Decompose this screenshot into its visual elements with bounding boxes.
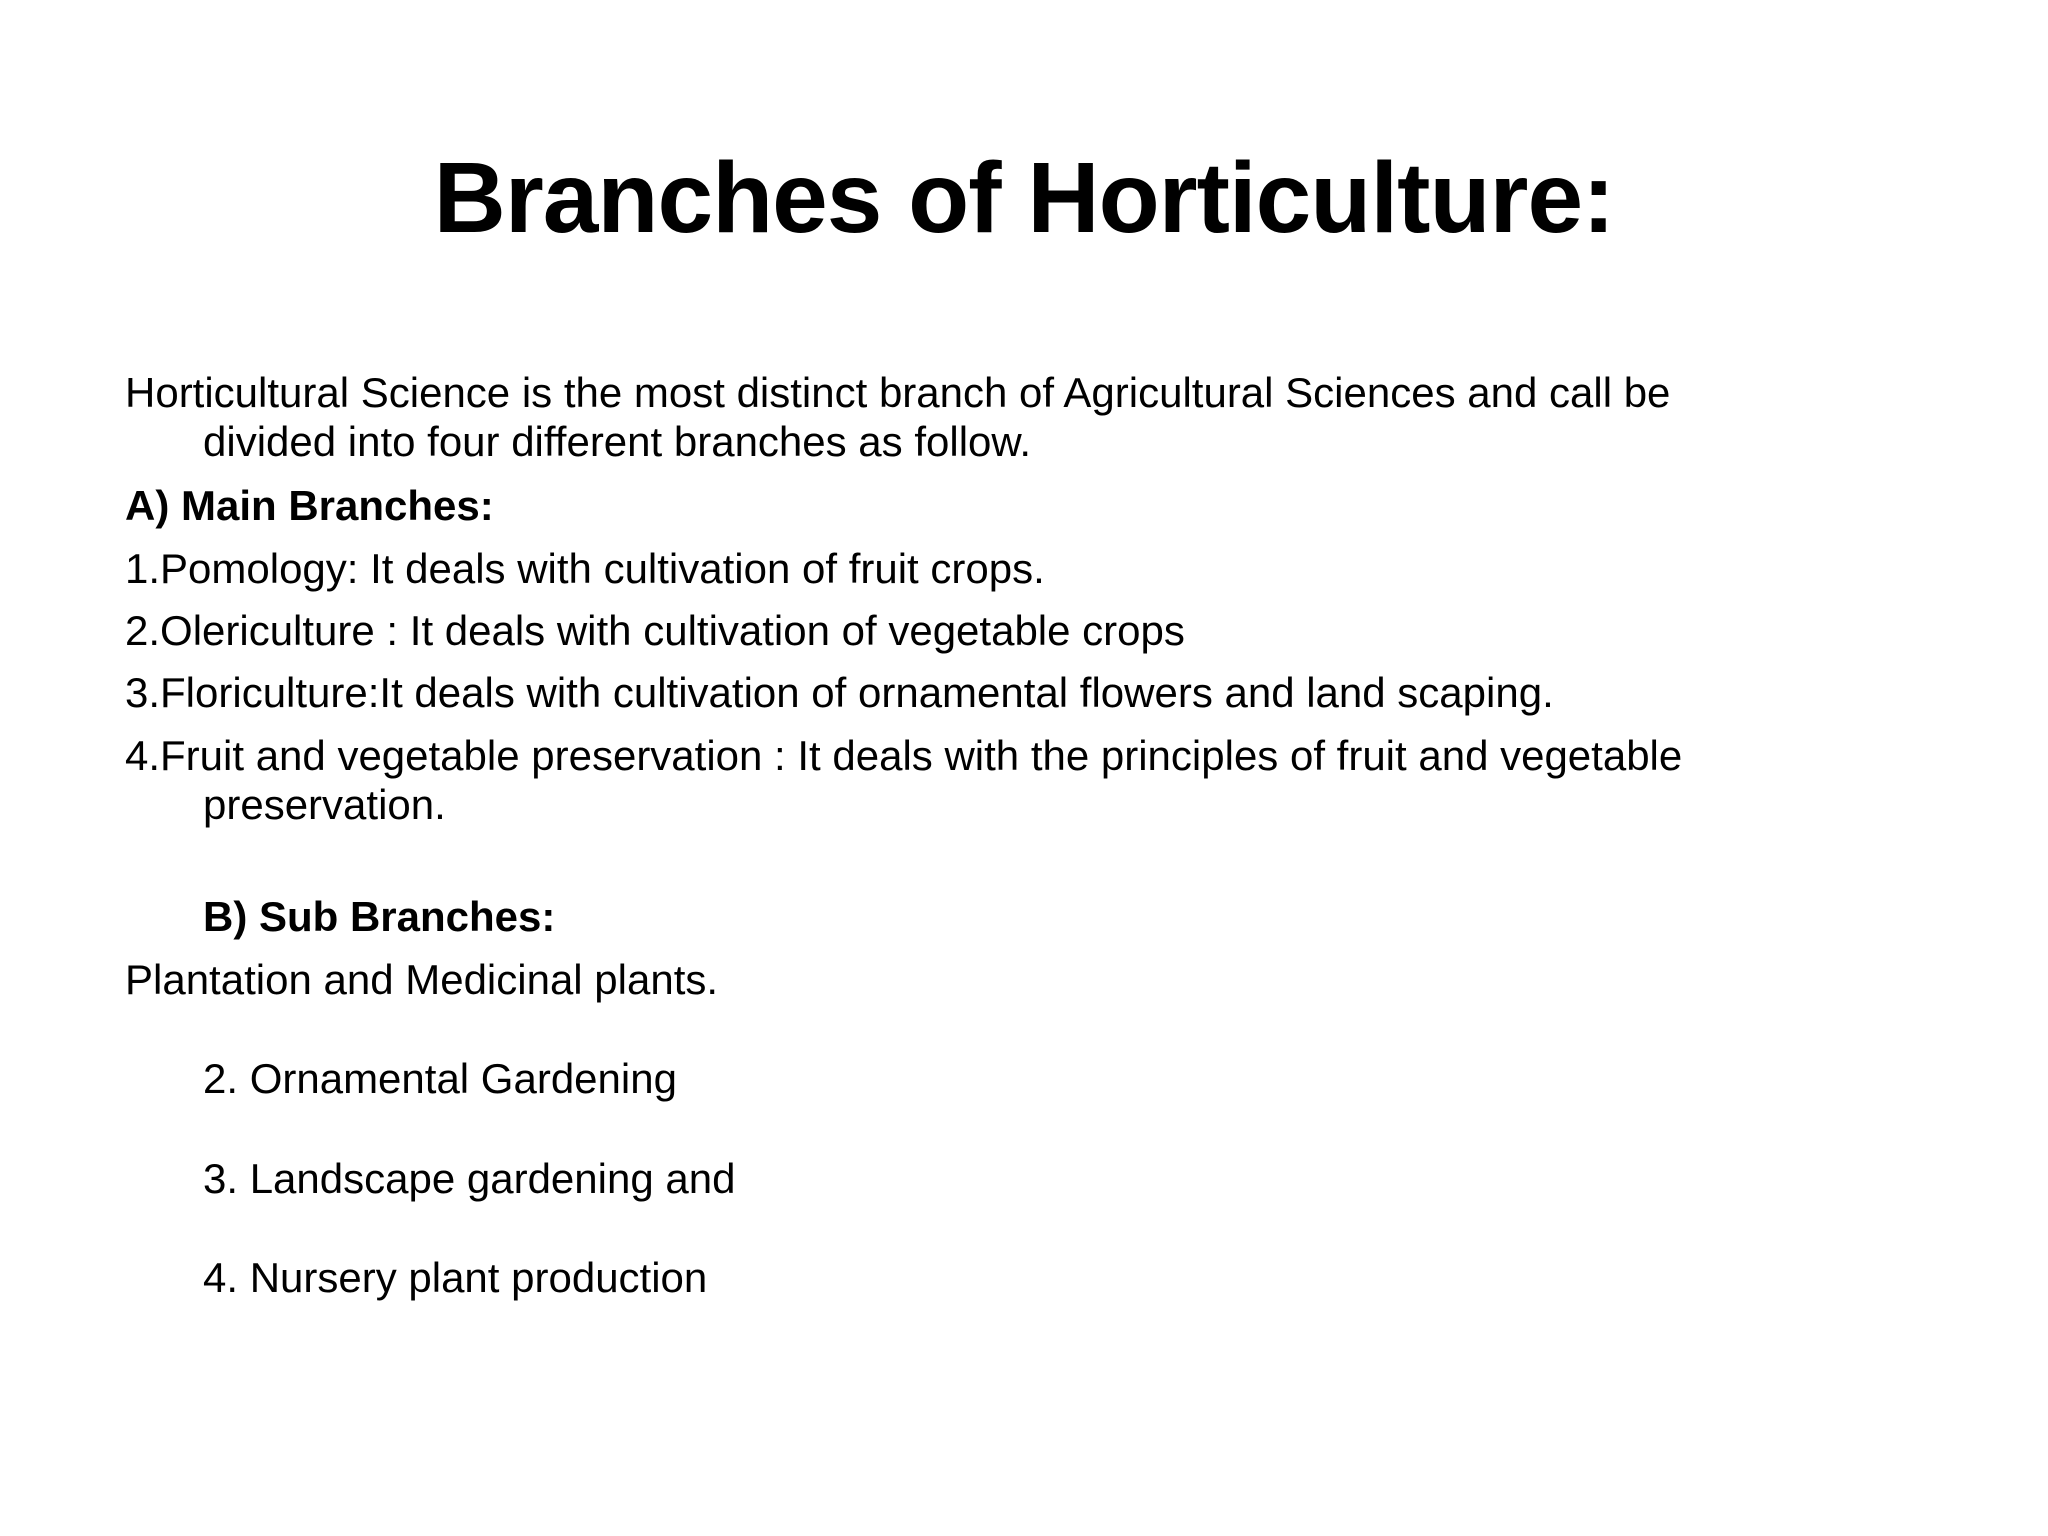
main-branch-item-pomology: 1.Pomology: It deals with cultivation of fruit crops. — [125, 545, 1045, 592]
main-branches-heading: A) Main Branches: — [125, 482, 494, 529]
main-branch-item-floriculture: 3.Floriculture:It deals with cultivation of ornamental flowers and land scaping. — [125, 669, 1554, 716]
intro-text-line-2: divided into four different branches as follow. — [203, 418, 1032, 465]
sub-branch-item-nursery: 4. Nursery plant production — [203, 1254, 708, 1301]
slide-title: Branches of Horticulture: — [433, 142, 1615, 254]
sub-branch-item-landscape: 3. Landscape gardening and — [203, 1155, 736, 1202]
sub-branch-item-ornamental: 2. Ornamental Gardening — [203, 1055, 677, 1102]
sub-branch-item-plantation: Plantation and Medicinal plants. — [125, 956, 719, 1003]
sub-branches-heading: B) Sub Branches: — [203, 893, 556, 940]
main-branch-item-preservation: 4.Fruit and vegetable preservation : It deals with the principles of fruit and vegetable — [125, 732, 1683, 779]
main-branch-item-olericulture: 2.Olericulture : It deals with cultivation of vegetable crops — [125, 607, 1185, 654]
main-branch-item-preservation-cont: preservation. — [203, 781, 446, 828]
intro-text-line-1: Horticultural Science is the most distinct branch of Agricultural Sciences and call be — [125, 369, 1671, 416]
